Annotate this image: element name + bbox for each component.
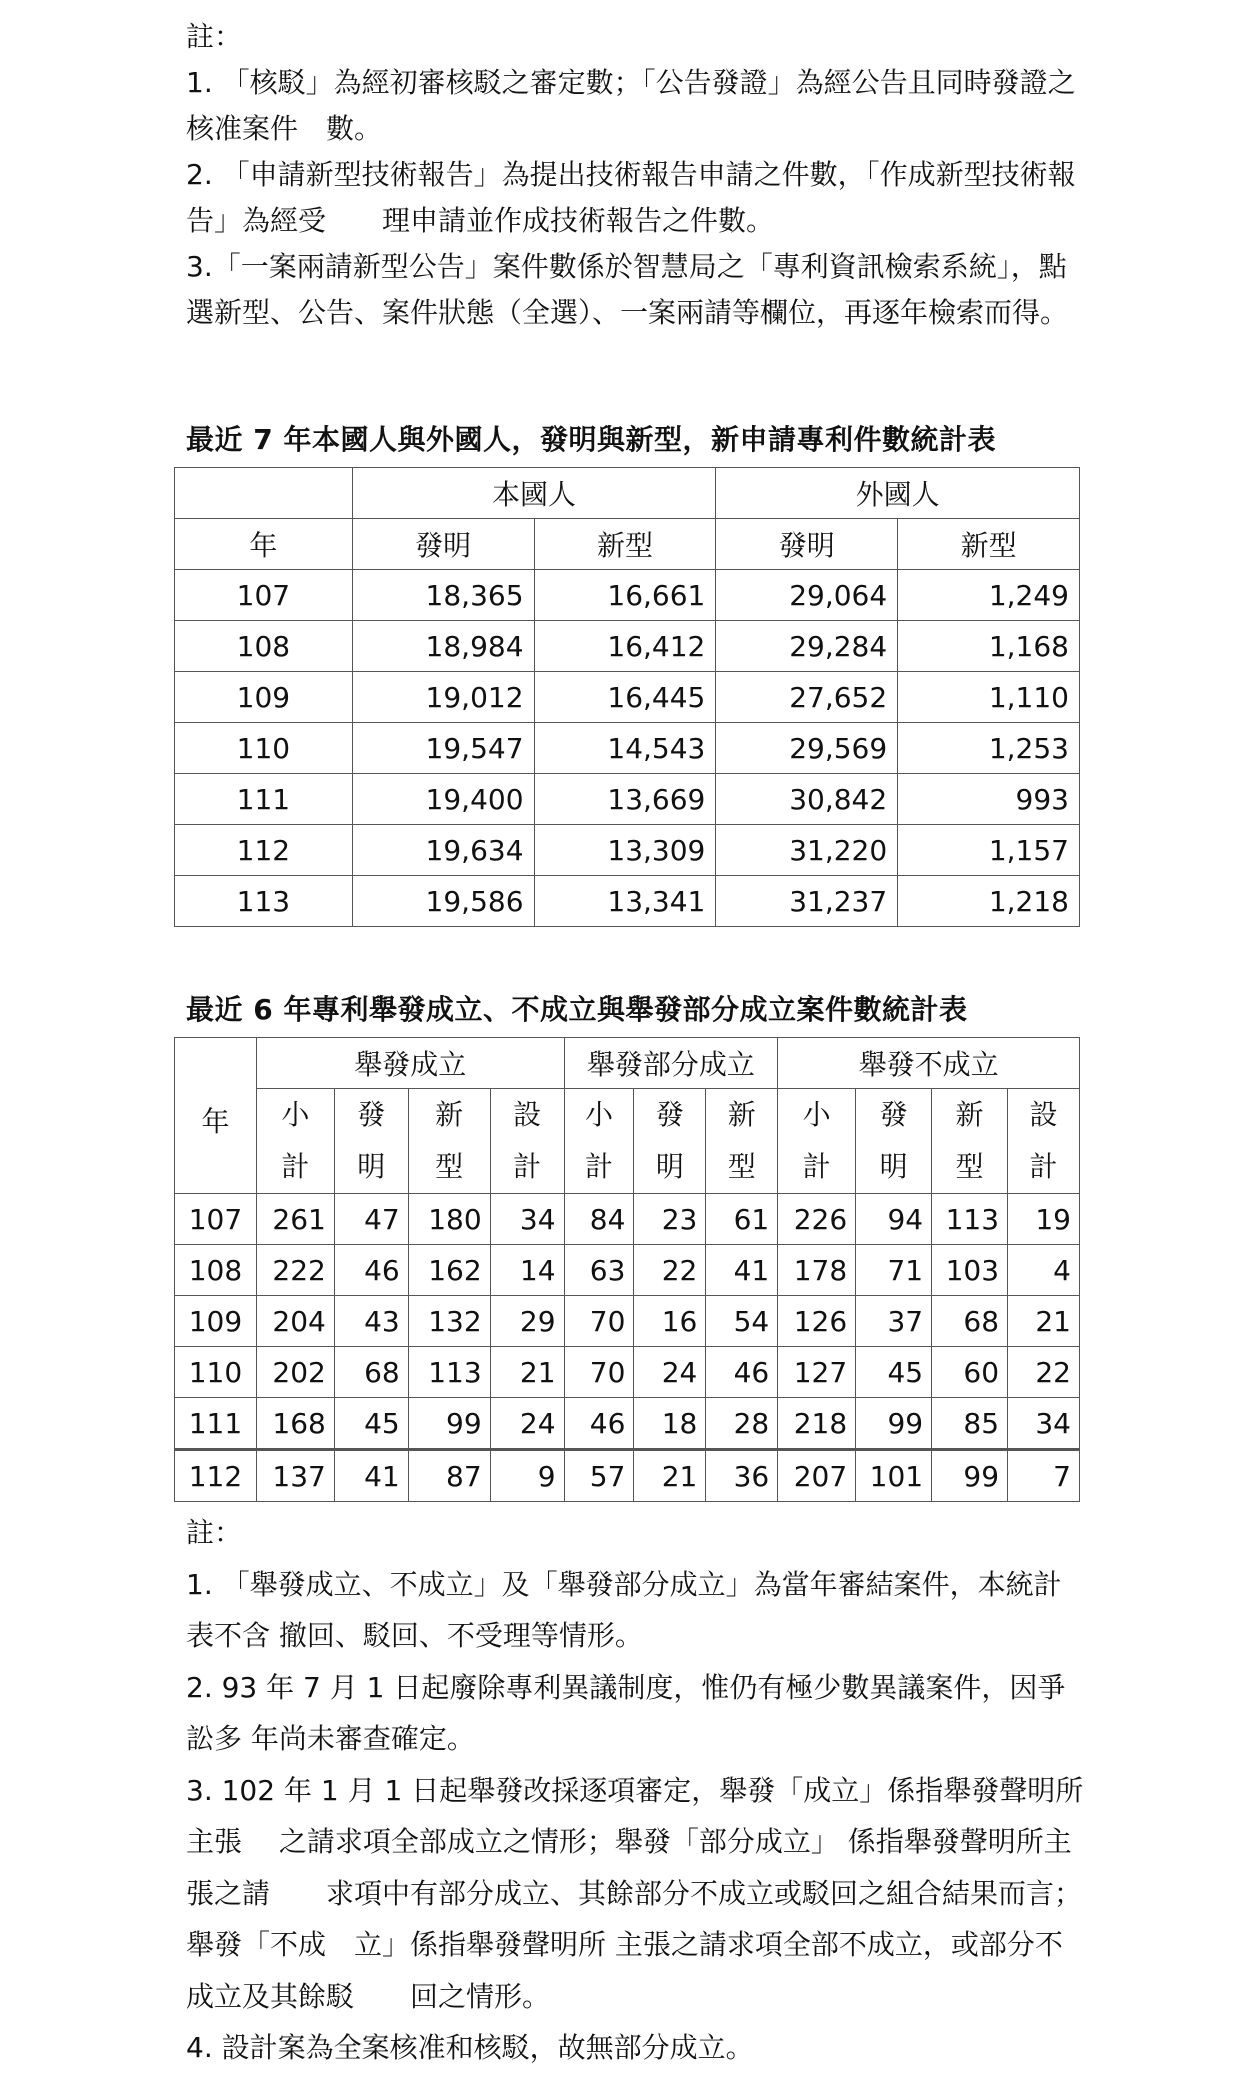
sub-header-char: 型 (435, 1150, 464, 1183)
sub-header-char: 型 (727, 1150, 756, 1183)
value-cell: 84 (564, 1194, 634, 1245)
table-row (175, 1450, 1080, 1502)
sub-header-char: 設 (513, 1098, 542, 1131)
group-header: 本國人 (352, 468, 716, 519)
value-cell: 28 (706, 1398, 778, 1450)
table-row (175, 570, 1080, 621)
value-cell: 41 (706, 1245, 778, 1296)
value-cell: 1,253 (898, 723, 1080, 774)
year-cell: 110 (175, 1347, 257, 1398)
value-cell: 29,064 (716, 570, 898, 621)
notes-top (186, 14, 1086, 336)
table1-body (175, 570, 1080, 927)
value-cell: 68 (334, 1347, 408, 1398)
notes-top-heading: 註： (186, 20, 243, 53)
sub-header (334, 1089, 408, 1194)
value-cell: 61 (706, 1194, 778, 1245)
value-cell: 87 (408, 1450, 490, 1502)
table2 (174, 1037, 1080, 1502)
value-cell: 222 (256, 1245, 334, 1296)
table-row (175, 1296, 1080, 1347)
group-header: 舉發不成立 (778, 1038, 1080, 1089)
value-cell: 168 (256, 1398, 334, 1450)
value-cell: 43 (334, 1296, 408, 1347)
table2-sub-header-row (175, 1089, 1080, 1194)
table1 (174, 467, 1080, 927)
value-cell: 22 (1008, 1347, 1080, 1398)
value-cell: 36 (706, 1450, 778, 1502)
sub-header-char: 明 (879, 1150, 908, 1183)
value-cell: 31,220 (716, 825, 898, 876)
group-header: 外國人 (716, 468, 1080, 519)
sub-header-char: 設 (1029, 1098, 1058, 1131)
value-cell: 132 (408, 1296, 490, 1347)
group-header: 舉發部分成立 (564, 1038, 778, 1089)
sub-header-char: 新 (727, 1098, 756, 1131)
table-row (175, 876, 1080, 927)
value-cell: 18,365 (352, 570, 534, 621)
sub-header (256, 1089, 334, 1194)
col-header: 新型 (534, 519, 716, 570)
table2-title: 最近 6 年專利舉發成立、不成立與舉發部分成立案件數統計表 (186, 993, 968, 1026)
note-item: 3. 102 年 1 月 1 日起舉發改採逐項審定，舉發「成立」係指舉發聲明所主張 之請求項全部成立之情形；舉發「部分成立」 係指舉發聲明所主張之請 求項中有部分成立、其餘部分不成立或駁回之組合結果而言；舉發「不成 立」係指舉發聲明所 主張之請求項全部不成立，或部分不成立及其餘駁 回之情形。 (186, 1773, 1084, 2013)
value-cell: 14 (490, 1245, 564, 1296)
year-cell: 112 (175, 1450, 257, 1502)
year-cell: 110 (175, 723, 353, 774)
value-cell: 22 (634, 1245, 706, 1296)
value-cell: 99 (408, 1398, 490, 1450)
value-cell: 19 (1008, 1194, 1080, 1245)
sub-header (564, 1089, 634, 1194)
note-item: 1. 「核駁」為經初審核駁之審定數；「公告發證」為經公告且同時發證之核准案件 數。 (186, 66, 1076, 145)
table-row (175, 1398, 1080, 1450)
sub-header (634, 1089, 706, 1194)
value-cell: 13,341 (534, 876, 716, 927)
value-cell: 14,543 (534, 723, 716, 774)
value-cell: 16,445 (534, 672, 716, 723)
sub-header-char: 小 (802, 1098, 831, 1131)
year-header: 年 (175, 1038, 257, 1194)
value-cell: 13,669 (534, 774, 716, 825)
sub-header-char: 計 (802, 1150, 831, 1183)
value-cell: 19,547 (352, 723, 534, 774)
value-cell: 70 (564, 1296, 634, 1347)
value-cell: 68 (932, 1296, 1008, 1347)
value-cell: 1,218 (898, 876, 1080, 927)
year-cell: 107 (175, 1194, 257, 1245)
value-cell: 126 (778, 1296, 856, 1347)
col-header: 新型 (898, 519, 1080, 570)
sub-header-char: 明 (655, 1150, 684, 1183)
value-cell: 45 (856, 1347, 932, 1398)
sub-header-char: 計 (513, 1150, 542, 1183)
value-cell: 29,284 (716, 621, 898, 672)
value-cell: 99 (932, 1450, 1008, 1502)
year-cell: 108 (175, 621, 353, 672)
value-cell: 19,634 (352, 825, 534, 876)
value-cell: 207 (778, 1450, 856, 1502)
value-cell: 34 (1008, 1398, 1080, 1450)
table2-body (175, 1194, 1080, 1502)
sub-header-char: 新 (955, 1098, 984, 1131)
table-row (175, 825, 1080, 876)
value-cell: 24 (634, 1347, 706, 1398)
value-cell: 21 (1008, 1296, 1080, 1347)
table-row (175, 723, 1080, 774)
sub-header (856, 1089, 932, 1194)
value-cell: 178 (778, 1245, 856, 1296)
sub-header-char: 小 (281, 1098, 310, 1131)
value-cell: 19,012 (352, 672, 534, 723)
value-cell: 218 (778, 1398, 856, 1450)
value-cell: 46 (334, 1245, 408, 1296)
value-cell: 46 (564, 1398, 634, 1450)
year-cell: 109 (175, 672, 353, 723)
value-cell: 103 (932, 1245, 1008, 1296)
table-row (175, 672, 1080, 723)
value-cell: 180 (408, 1194, 490, 1245)
sub-header (932, 1089, 1008, 1194)
value-cell: 60 (932, 1347, 1008, 1398)
sub-header-char: 新 (435, 1098, 464, 1131)
notes-bottom-heading: 註： (186, 1516, 243, 1549)
year-cell: 107 (175, 570, 353, 621)
table1-col-header-row (175, 519, 1080, 570)
sub-header-char: 型 (955, 1150, 984, 1183)
value-cell: 16,412 (534, 621, 716, 672)
value-cell: 1,157 (898, 825, 1080, 876)
sub-header-char: 發 (357, 1098, 386, 1131)
sub-header-char: 明 (357, 1150, 386, 1183)
table-row (175, 1347, 1080, 1398)
value-cell: 127 (778, 1347, 856, 1398)
value-cell: 30,842 (716, 774, 898, 825)
value-cell: 18 (634, 1398, 706, 1450)
value-cell: 226 (778, 1194, 856, 1245)
value-cell: 16 (634, 1296, 706, 1347)
sub-header-char: 計 (281, 1150, 310, 1183)
sub-header (1008, 1089, 1080, 1194)
sub-header-char: 計 (584, 1150, 613, 1183)
group-header: 舉發成立 (256, 1038, 564, 1089)
value-cell: 23 (634, 1194, 706, 1245)
value-cell: 19,586 (352, 876, 534, 927)
sub-header (778, 1089, 856, 1194)
note-item: 2. 「申請新型技術報告」為提出技術報告申請之件數，「作成新型技術報告」為經受 理申請並作成技術報告之件數。 (186, 158, 1076, 237)
note-item: 3.「一案兩請新型公告」案件數係於智慧局之「專利資訊檢索系統」，點選新型、公告、案件狀態（全選）、一案兩請等欄位，再逐年檢索而得。 (186, 250, 1069, 329)
value-cell: 202 (256, 1347, 334, 1398)
table1-group-header-row (175, 468, 1080, 519)
value-cell: 54 (706, 1296, 778, 1347)
value-cell: 27,652 (716, 672, 898, 723)
sub-header (490, 1089, 564, 1194)
value-cell: 94 (856, 1194, 932, 1245)
value-cell: 71 (856, 1245, 932, 1296)
value-cell: 34 (490, 1194, 564, 1245)
value-cell: 85 (932, 1398, 1008, 1450)
value-cell: 37 (856, 1296, 932, 1347)
year-cell: 112 (175, 825, 353, 876)
table-row (175, 1194, 1080, 1245)
value-cell: 4 (1008, 1245, 1080, 1296)
notes-bottom (186, 1507, 1086, 2074)
value-cell: 1,249 (898, 570, 1080, 621)
value-cell: 993 (898, 774, 1080, 825)
value-cell: 9 (490, 1450, 564, 1502)
year-cell: 109 (175, 1296, 257, 1347)
sub-header-char: 小 (584, 1098, 613, 1131)
value-cell: 162 (408, 1245, 490, 1296)
value-cell: 7 (1008, 1450, 1080, 1502)
value-cell: 1,110 (898, 672, 1080, 723)
note-item: 1. 「舉發成立、不成立」及「舉發部分成立」為當年審結案件，本統計表不含 撤回、駁回、不受理等情形。 (186, 1567, 1062, 1652)
sub-header (408, 1089, 490, 1194)
year-cell: 111 (175, 774, 353, 825)
value-cell: 13,309 (534, 825, 716, 876)
value-cell: 41 (334, 1450, 408, 1502)
sub-header (706, 1089, 778, 1194)
col-header: 發明 (352, 519, 534, 570)
value-cell: 45 (334, 1398, 408, 1450)
value-cell: 46 (706, 1347, 778, 1398)
year-cell: 111 (175, 1398, 257, 1450)
value-cell: 261 (256, 1194, 334, 1245)
table-row (175, 1245, 1080, 1296)
sub-header-char: 計 (1029, 1150, 1058, 1183)
col-header: 年 (175, 519, 353, 570)
table-row (175, 774, 1080, 825)
value-cell: 63 (564, 1245, 634, 1296)
value-cell: 204 (256, 1296, 334, 1347)
sub-header-char: 發 (879, 1098, 908, 1131)
col-header: 發明 (716, 519, 898, 570)
value-cell: 113 (932, 1194, 1008, 1245)
value-cell: 16,661 (534, 570, 716, 621)
sub-header-char: 發 (655, 1098, 684, 1131)
value-cell: 21 (634, 1450, 706, 1502)
value-cell: 19,400 (352, 774, 534, 825)
table1-title: 最近 7 年本國人與外國人，發明與新型，新申請專利件數統計表 (186, 423, 996, 456)
value-cell: 113 (408, 1347, 490, 1398)
value-cell: 99 (856, 1398, 932, 1450)
value-cell: 47 (334, 1194, 408, 1245)
table-row (175, 621, 1080, 672)
value-cell: 137 (256, 1450, 334, 1502)
value-cell: 57 (564, 1450, 634, 1502)
value-cell: 70 (564, 1347, 634, 1398)
value-cell: 24 (490, 1398, 564, 1450)
value-cell: 101 (856, 1450, 932, 1502)
year-cell: 108 (175, 1245, 257, 1296)
table1-corner (175, 468, 353, 519)
value-cell: 1,168 (898, 621, 1080, 672)
value-cell: 18,984 (352, 621, 534, 672)
value-cell: 21 (490, 1347, 564, 1398)
note-item: 2. 93 年 7 月 1 日起廢除專利異議制度，惟仍有極少數異議案件，因爭訟多 年尚未審查確定。 (186, 1670, 1066, 1755)
value-cell: 29 (490, 1296, 564, 1347)
value-cell: 29,569 (716, 723, 898, 774)
year-cell: 113 (175, 876, 353, 927)
note-item: 4. 設計案為全案核准和核駁，故無部分成立。 (186, 2031, 754, 2064)
value-cell: 31,237 (716, 876, 898, 927)
table2-group-header-row (175, 1038, 1080, 1089)
